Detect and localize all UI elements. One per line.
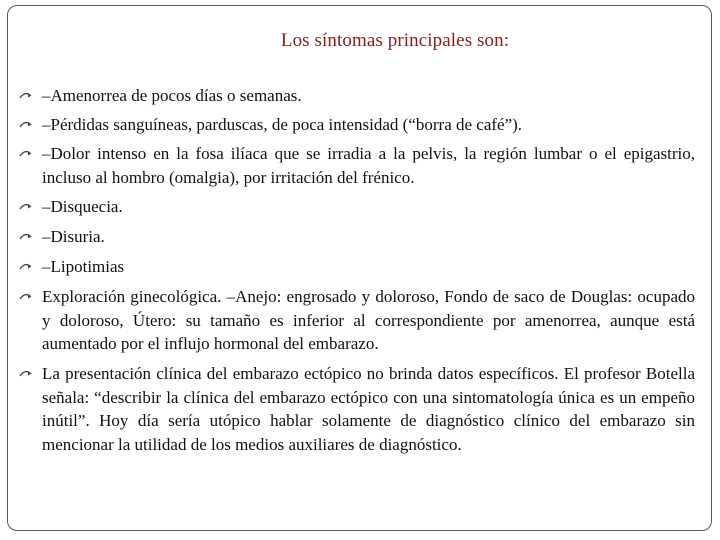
bullet-text: La presentación clínica del embarazo ectópico no brinda datos específicos. El profesor Botella señala: “describir la clínica del embarazo ectópico con una sintomatología única es un empeño inútil”. Hoy día sería utópico hablar solamente de diagnóstico clínico del embarazo sin mencionar la utilidad de los medios auxiliares de diagnóstico. [42,364,695,454]
curved-arrow-bullet-icon [19,368,33,380]
bullet-item [19,225,695,249]
bullet-item [19,142,695,189]
curved-arrow-bullet-icon [19,231,33,243]
curved-arrow-bullet-icon [19,148,33,160]
bullet-text: –Disquecia. [42,197,123,216]
curved-arrow-bullet-icon [19,119,33,131]
curved-arrow-bullet-icon [19,261,33,273]
bullet-text: –Disuria. [42,227,105,246]
curved-arrow-bullet-icon [19,90,33,102]
curved-arrow-bullet-icon [19,201,33,213]
bullet-text: –Amenorrea de pocos días o semanas. [42,86,302,105]
bullet-item [19,195,695,219]
bullet-text: –Dolor intenso en la fosa ilíaca que se irradia a la pelvis, la región lumbar o el epigastrio, incluso al hombro (omalgia), por irritación del frénico. [42,144,695,187]
slide-title: Los síntomas principales son: [280,30,510,51]
curved-arrow-bullet-icon [19,291,33,303]
bullet-item [19,255,695,279]
bullet-text: –Pérdidas sanguíneas, parduscas, de poca intensidad (“borra de café”). [42,115,523,134]
bullet-item [19,285,695,356]
bullet-item [19,113,695,137]
bullet-text: Exploración ginecológica. –Anejo: engrosado y doloroso, Fondo de saco de Douglas: ocupado y doloroso, Útero: su tamaño es inferior al correspondiente por amenorrea, aunque está aumentado por el influjo hormonal del embarazo. [42,287,695,353]
bullet-text: –Lipotimias [42,257,125,276]
bullet-item [19,362,695,456]
bullet-item [19,84,695,108]
